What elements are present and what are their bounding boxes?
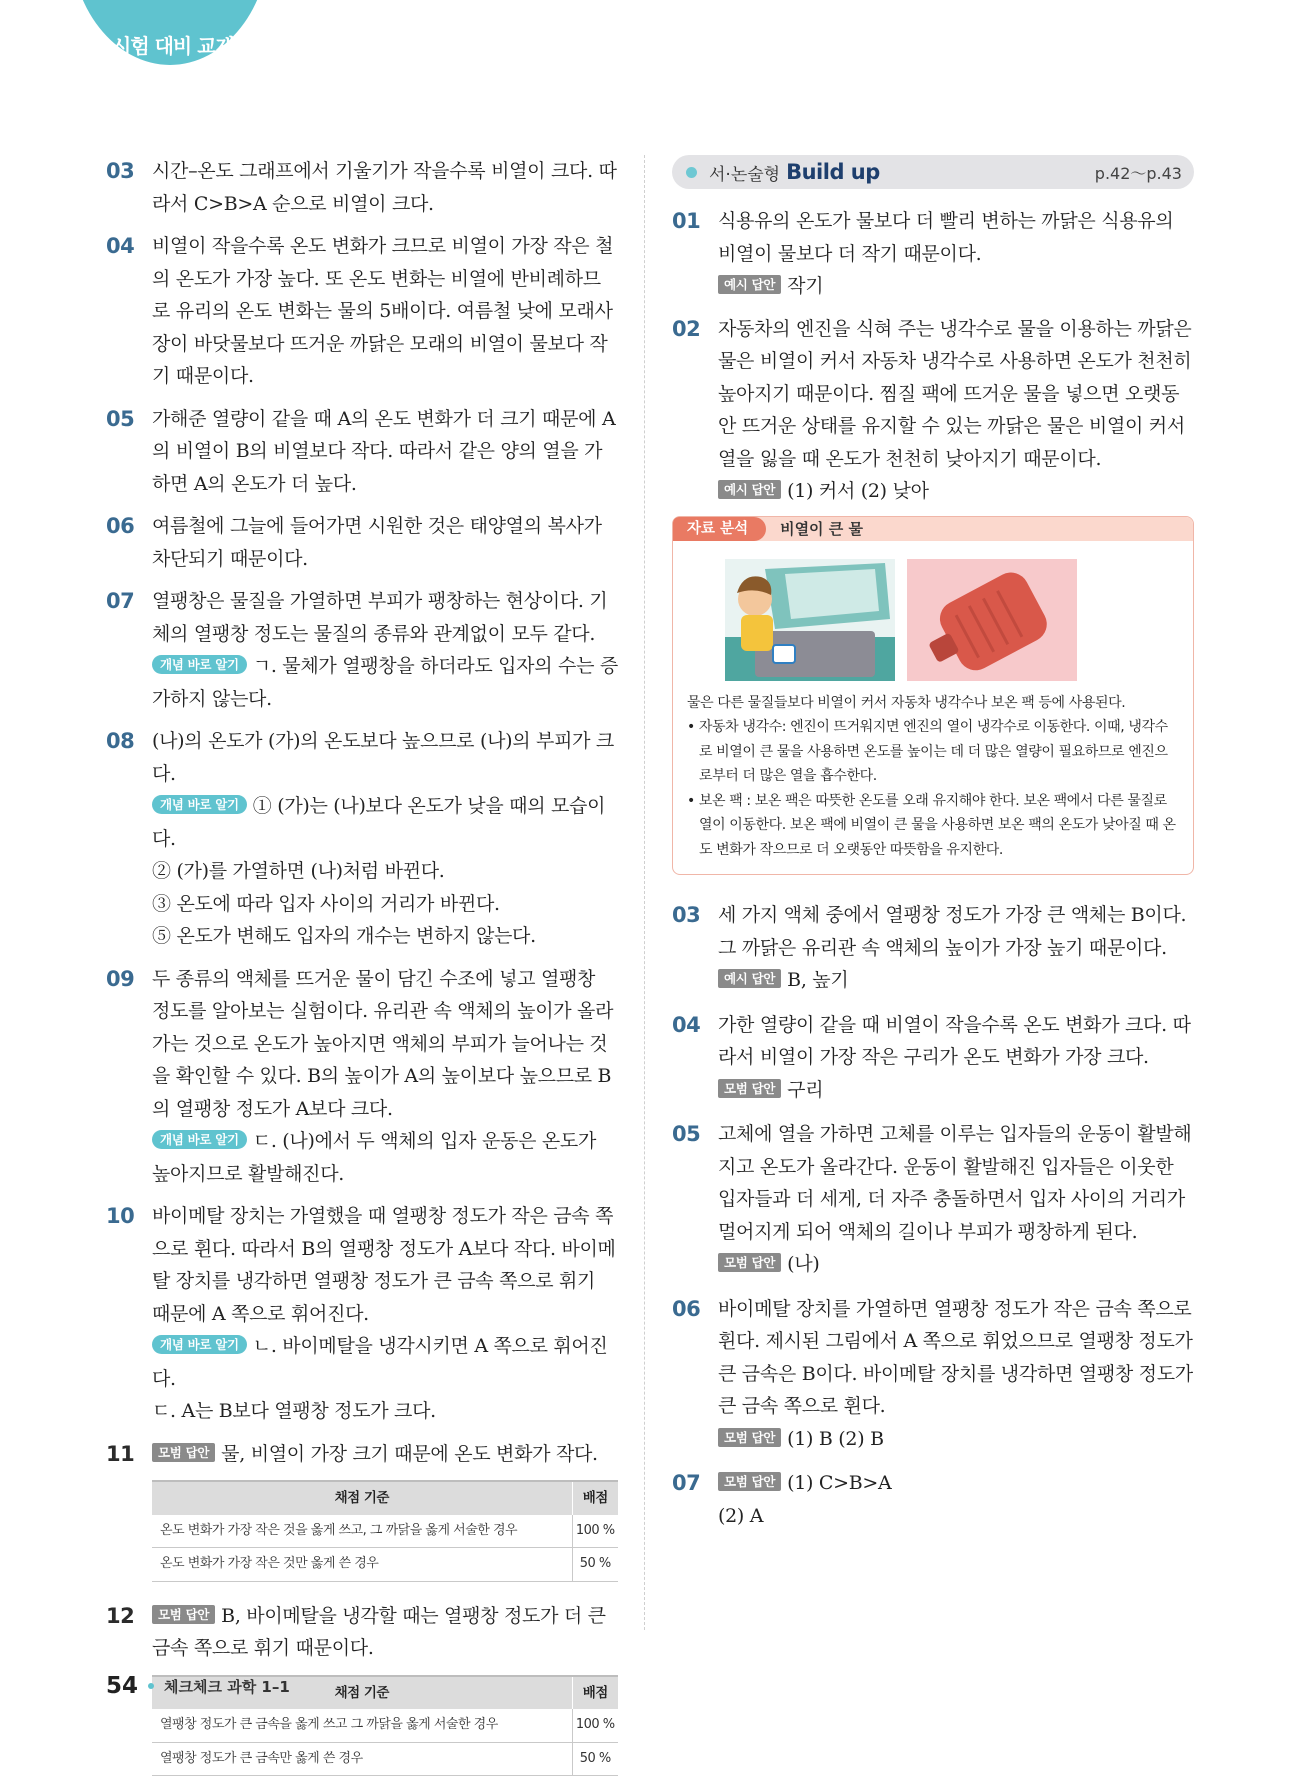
explanation: 고체에 열을 가하면 고체를 이루는 입자들의 운동이 활발해지고 온도가 올라간다. 운동이 활발해진 입자들은 이웃한 입자들과 더 세게, 더 자주 충돌하면서 입자 사이의 거리가 멀어지게 되어 액체의 길이나 부피가 팽창하게 된다. [718, 1118, 1194, 1248]
concept-note: ㄷ. A는 B보다 열팽창 정도가 크다. [152, 1395, 618, 1428]
model-answer: 물, 비열이 가장 크기 때문에 온도 변화가 작다. [221, 1443, 598, 1465]
question-number: 06 [672, 1293, 700, 1326]
explanation: 여름철에 그늘에 들어가면 시원한 것은 태양열의 복사가 차단되기 때문이다. [152, 510, 618, 575]
model-answer-tag: 모범 답안 [718, 1079, 781, 1098]
question-number: 07 [672, 1467, 700, 1500]
explanation: 열팽창은 물질을 가열하면 부피가 팽창하는 현상이다. 기체의 열팽창 정도는 물질의 종류와 관계없이 모두 같다. [152, 585, 618, 650]
concept-tag: 개념 바로 알기 [152, 655, 247, 674]
right-column [672, 155, 1194, 1532]
model-answer: B, 바이메탈을 냉각할 때는 열팽창 정도가 더 큰 금속 쪽으로 휘기 때문이다. [152, 1605, 606, 1660]
data-analysis-title: 비열이 큰 물 [780, 518, 863, 539]
explanation: (나)의 온도가 (가)의 온도보다 높으므로 (나)의 부피가 크다. [152, 725, 618, 790]
section-title: Build up [786, 160, 880, 184]
example-answer: B, 높기 [787, 969, 848, 991]
criterion: 온도 변화가 가장 작은 것을 옳게 쓰고, 그 까닭을 옳게 서술한 경우 [152, 1515, 572, 1548]
answer-03-right [672, 899, 1194, 997]
points-header: 배점 [572, 1481, 618, 1515]
scoring-header: 채점 기준 [152, 1676, 572, 1710]
answer-01 [672, 205, 1194, 303]
concept-note: ㄷ. (나)에서 두 액체의 입자 운동은 온도가 높아지므로 활발해진다. [152, 1130, 596, 1185]
concept-tag: 개념 바로 알기 [152, 1130, 247, 1149]
explanation: 세 가지 액체 중에서 열팽창 정도가 가장 큰 액체는 B이다. 그 까닭은 유리관 속 액체의 높이가 가장 높기 때문이다. [718, 899, 1194, 964]
question-number: 04 [672, 1009, 700, 1042]
question-number: 03 [106, 155, 134, 188]
data-bullet: • 자동차 냉각수: 엔진이 뜨거워지면 엔진의 열이 냉각수로 이동한다. 이때, 냉각수로 비열이 큰 물을 사용하면 온도를 높이는 데 더 많은 열량이 필요하므로 엔진으로부터 더 많은 열을 흡수한다. [687, 715, 1179, 789]
explanation: 자동차의 엔진을 식혀 주는 냉각수로 물을 이용하는 까닭은 물은 비열이 커서 자동차 냉각수로 사용하면 온도가 천천히 높아지기 때문이다. 찜질 팩에 뜨거운 물을 넣으면 오랫동안 뜨거운 상태를 유지할 수 있는 까닭은 물은 비열이 커서 열을 잃을 때 온도가 천천히 낮아지기 때문이다. [718, 313, 1194, 476]
book-title: 체크체크 과학 1–1 [164, 1676, 290, 1697]
answer-10 [106, 1200, 618, 1428]
question-number: 02 [672, 313, 700, 346]
question-number: 07 [106, 585, 134, 618]
data-analysis-label: 자료 분석 [673, 517, 766, 541]
example-answer-tag: 예시 답안 [718, 969, 781, 988]
scoring-table [152, 1480, 618, 1582]
answer-07-right [672, 1467, 1194, 1532]
question-number: 05 [106, 403, 134, 436]
concept-note: ⑤ 온도가 변해도 입자의 개수는 변하지 않는다. [152, 920, 618, 953]
page-reference: p.42～p.43 [1095, 161, 1182, 184]
model-answer-tag: 모범 답안 [152, 1443, 215, 1462]
explanation: 가한 열량이 같을 때 비열이 작을수록 온도 변화가 크다. 따라서 비열이 가장 작은 구리가 온도 변화가 가장 크다. [718, 1009, 1194, 1074]
answer-08 [106, 725, 618, 953]
data-analysis-text [673, 681, 1193, 863]
explanation: 비열이 작을수록 온도 변화가 크므로 비열이 가장 작은 철의 온도가 가장 높다. 또 온도 변화는 비열에 반비례하므로 유리의 온도 변화는 물의 5배이다. 여름철 낮에 모래사장이 바닷물보다 뜨거운 까닭은 모래의 비열이 물보다 작기 때문이다. [152, 230, 618, 393]
table-row [152, 1548, 618, 1582]
model-answer: (1) C>B>A [787, 1472, 891, 1494]
table-row [152, 1742, 618, 1776]
question-number: 10 [106, 1200, 134, 1233]
answer-09 [106, 963, 618, 1191]
question-number: 05 [672, 1118, 700, 1151]
explanation: 식용유의 온도가 물보다 더 빨리 변하는 까닭은 식용유의 비열이 물보다 더 작기 때문이다. [718, 205, 1194, 270]
data-analysis-box [672, 516, 1194, 876]
explanation: 바이메탈 장치를 가열하면 열팽창 정도가 작은 금속 쪽으로 휜다. 제시된 그림에서 A 쪽으로 휘었으므로 열팽창 정도가 큰 금속은 B이다. 바이메탈 장치를 냉각하면 열팽창 정도가 큰 금속 쪽으로 휜다. [718, 1293, 1194, 1423]
data-analysis-header [673, 517, 1193, 541]
criterion: 열팽창 정도가 큰 금속만 옳게 쓴 경우 [152, 1742, 572, 1776]
criterion: 열팽창 정도가 큰 금속을 옳게 쓰고 그 까닭을 옳게 서술한 경우 [152, 1709, 572, 1742]
explanation: 시간–온도 그래프에서 기울기가 작을수록 비열이 크다. 따라서 C>B>A 순으로 비열이 크다. [152, 155, 618, 220]
answer-07 [106, 585, 618, 715]
model-answer: (나) [787, 1253, 819, 1275]
answer-05 [106, 403, 618, 501]
criterion: 온도 변화가 가장 작은 것만 옳게 쓴 경우 [152, 1548, 572, 1582]
table-row [152, 1709, 618, 1742]
concept-tag: 개념 바로 알기 [152, 1335, 247, 1354]
left-column [106, 155, 618, 1776]
model-answer: (2) A [718, 1500, 1194, 1533]
corner-label: 시험 대비 교재 [112, 30, 234, 59]
concept-tag: 개념 바로 알기 [152, 795, 247, 814]
question-number: 12 [106, 1600, 134, 1633]
points-header: 배점 [572, 1676, 618, 1710]
question-number: 08 [106, 725, 134, 758]
scoring-header: 채점 기준 [152, 1481, 572, 1515]
explanation: 바이메탈 장치는 가열했을 때 열팽창 정도가 작은 금속 쪽으로 휜다. 따라서 B의 열팽창 정도가 A보다 작다. 바이메탈 장치를 냉각하면 열팽창 정도가 큰 금속 쪽으로 휘기 때문에 A 쪽으로 휘어진다. [152, 1200, 618, 1330]
model-answer-tag: 모범 답안 [152, 1605, 215, 1624]
data-intro: 물은 다른 물질들보다 비열이 커서 자동차 냉각수나 보온 팩 등에 사용된다. [687, 691, 1179, 716]
bullet-dot-icon [686, 167, 697, 178]
points: 50 % [572, 1742, 618, 1776]
points: 100 % [572, 1515, 618, 1548]
build-up-header [672, 155, 1194, 189]
question-number: 06 [106, 510, 134, 543]
points: 100 % [572, 1709, 618, 1742]
answer-02 [672, 313, 1194, 508]
explanation: 두 종류의 액체를 뜨거운 물이 담긴 수조에 넣고 열팽창 정도를 알아보는 실험이다. 유리관 속 액체의 높이가 올라가는 것으로 온도가 높아지면 액체의 부피가 늘어나는 것을 확인할 수 있다. B의 높이가 A의 높이보다 높으므로 B의 열팽창 정도가 A보다 크다. [152, 963, 618, 1126]
answer-06 [106, 510, 618, 575]
question-number: 09 [106, 963, 134, 996]
table-row [152, 1515, 618, 1548]
answer-06-right [672, 1293, 1194, 1456]
points: 50 % [572, 1548, 618, 1582]
data-bullet: • 보온 팩 : 보온 팩은 따뜻한 온도를 오래 유지해야 한다. 보온 팩에서 다른 물질로 열이 이동한다. 보온 팩에 비열이 큰 물을 사용하면 보온 팩의 온도가 낮아질 때 온도 변화가 작으므로 더 오랫동안 따뜻함을 유지한다. [687, 789, 1179, 863]
example-answer: (1) 커서 (2) 낮아 [787, 480, 928, 502]
model-answer-tag: 모범 답안 [718, 1253, 781, 1272]
answer-11 [106, 1438, 618, 1582]
page-footer [106, 1673, 290, 1699]
example-answer: 작기 [787, 275, 823, 297]
question-number: 01 [672, 205, 700, 238]
explanation: 가해준 열량이 같을 때 A의 온도 변화가 더 크기 때문에 A의 비열이 B의 비열보다 작다. 따라서 같은 양의 열을 가하면 A의 온도가 더 높다. [152, 403, 618, 501]
section-type: 서·논술형 [709, 160, 780, 185]
question-number: 04 [106, 230, 134, 263]
hot-water-bag-illustration [907, 559, 1077, 681]
concept-note: ㄱ. 물체가 열팽창을 하더라도 입자의 수는 증가하지 않는다. [152, 655, 618, 710]
model-answer: 구리 [787, 1079, 823, 1101]
question-number: 11 [106, 1438, 134, 1471]
answer-04 [106, 230, 618, 393]
model-answer-tag: 모범 답안 [718, 1472, 781, 1491]
question-number: 03 [672, 899, 700, 932]
example-answer-tag: 예시 답안 [718, 480, 781, 499]
column-divider [644, 155, 645, 1630]
illustrations [725, 559, 1193, 681]
footer-dot-icon [148, 1683, 154, 1689]
concept-note: ③ 온도에 따라 입자 사이의 거리가 바뀐다. [152, 888, 618, 921]
page-number: 54 [106, 1673, 138, 1699]
concept-note: ㄴ. 바이메탈을 냉각시키면 A 쪽으로 휘어진다. [152, 1335, 608, 1390]
model-answer: (1) B (2) B [787, 1428, 884, 1450]
concept-note: ② (가)를 가열하면 (나)처럼 바뀐다. [152, 855, 618, 888]
car-coolant-illustration [725, 559, 895, 681]
example-answer-tag: 예시 답안 [718, 275, 781, 294]
answer-04-right [672, 1009, 1194, 1107]
answer-03 [106, 155, 618, 220]
answer-05-right [672, 1118, 1194, 1281]
model-answer-tag: 모범 답안 [718, 1428, 781, 1447]
concept-note: ① (가)는 (나)보다 온도가 낮을 때의 모습이다. [152, 795, 605, 850]
